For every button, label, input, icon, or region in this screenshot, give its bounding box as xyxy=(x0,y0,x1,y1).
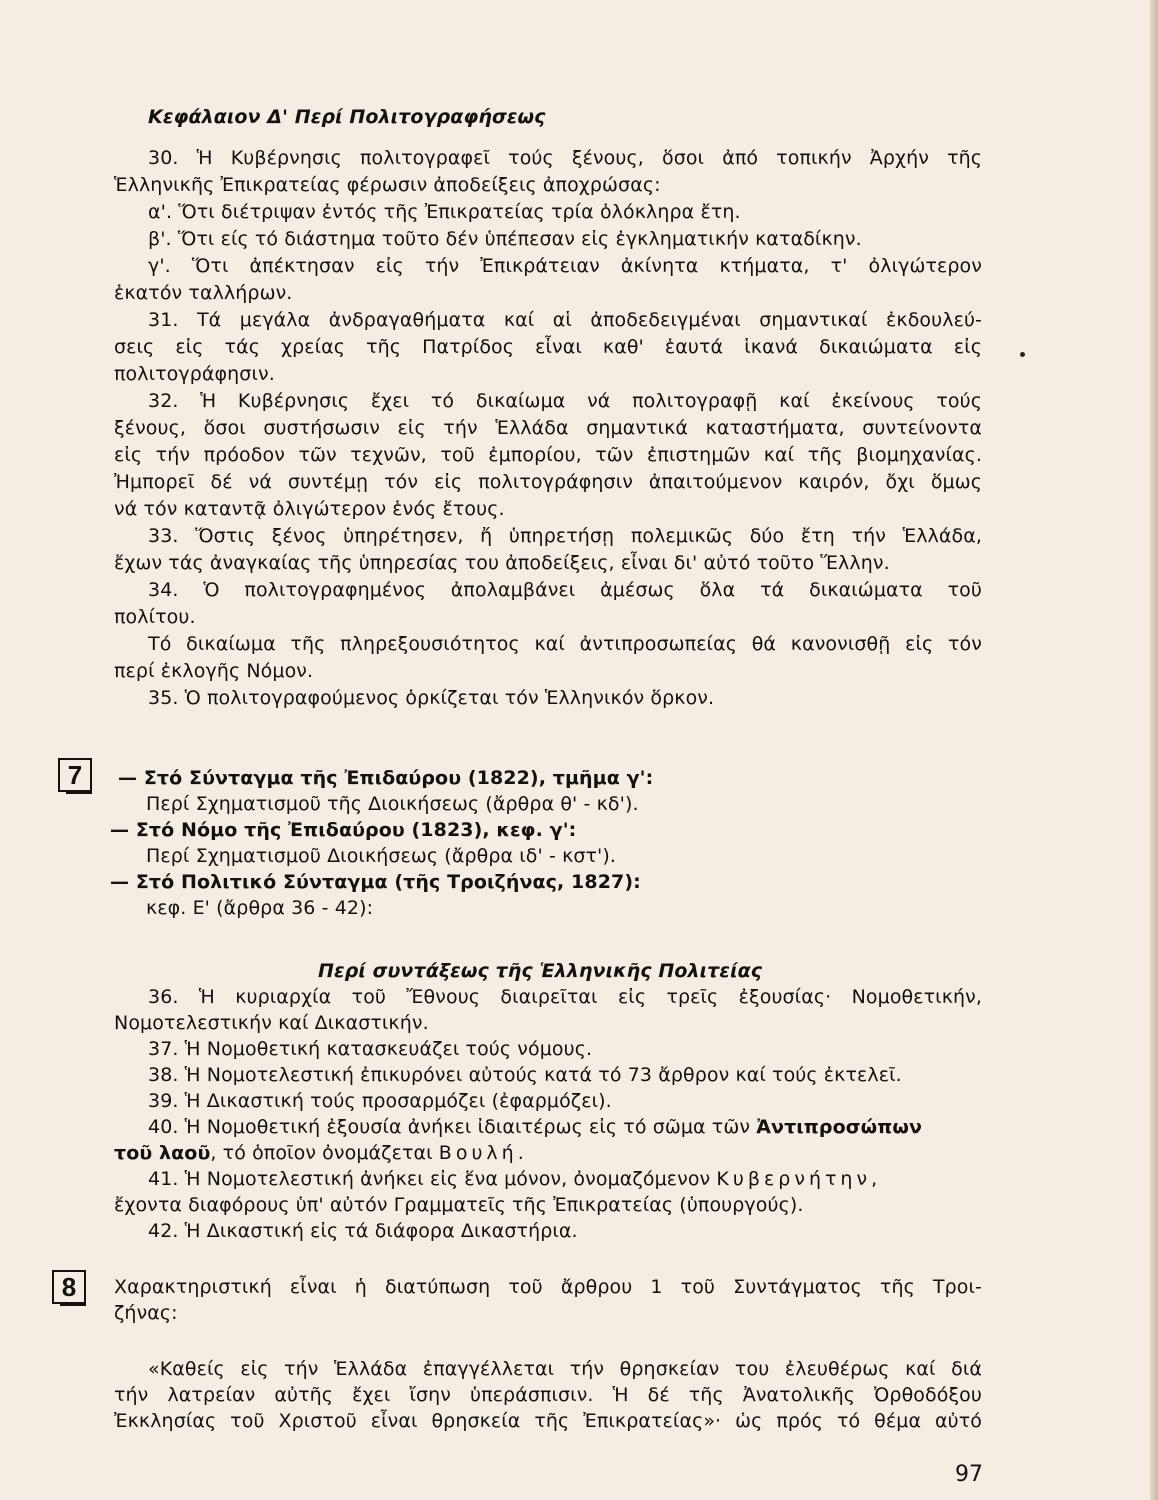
note-heading: — Στό Πολιτικό Σύνταγμα (τῆς Τροιζήνας, 1827): xyxy=(110,871,641,893)
paragraph-line: 33. Ὅστις ξένος ὑπηρέτησεν, ἤ ὑπηρετήσῃ πολεμικῶς δύο ἔτη τήν Ἑλλάδα, xyxy=(148,525,982,547)
paragraph-line: 42. Ἡ Δικαστική εἰς τά διάφορα Δικαστήρια. xyxy=(148,1220,578,1242)
paragraph-line: 40. Ἡ Νομοθετική ἐξουσία ἀνήκει ἰδιαιτέρως εἰς τό σῶμα τῶν Ἀντιπροσώπων xyxy=(148,1116,923,1138)
paragraph-line: πολιτογράφησιν. xyxy=(114,363,275,385)
note-number-box: 8 xyxy=(52,1270,86,1304)
paragraph-line: Ἠμπορεῖ δέ νά συντέμῃ τόν εἰς πολιτογράφησιν ἀπαιτούμενον καιρόν, ὄχι ὅμως xyxy=(114,471,982,493)
paragraph-line: 39. Ἡ Δικαστική τούς προσαρμόζει (ἐφαρμόζει). xyxy=(148,1090,612,1112)
paragraph-line: 32. Ἡ Κυβέρνησις ἔχει τό δικαίωμα νά πολιτογραφῇ καί ἐκείνους τούς xyxy=(148,390,982,412)
paragraph-line: νά τόν καταντᾷ ὀλιγώτερον ἑνός ἔτους. xyxy=(114,498,505,520)
paragraph-line: 35. Ὁ πολιτογραφούμενος ὁρκίζεται τόν Ἑλληνικόν ὅρκον. xyxy=(148,687,715,709)
note-number-box: 7 xyxy=(58,758,92,792)
paragraph-line: ἔχοντα διαφόρους ὑπ' αὐτόν Γραμματεῖς τῆς Ἐπικρατείας (ὑπουργούς). xyxy=(114,1194,804,1216)
paragraph-line: γ'. Ὅτι ἀπέκτησαν εἰς τήν Ἐπικράτειαν ἀκίνητα κτήματα, τ' ὀλιγώτερον xyxy=(148,255,982,277)
paragraph-line: εἰς τήν πρόοδον τῶν τεχνῶν, τοῦ ἐμπορίου, τῶν ἐπιστημῶν καί τῆς βιομηχανίας. xyxy=(114,444,982,466)
quote-line: Ἐκκλησίας τοῦ Χριστοῦ εἶναι θρησκεία τῆς Ἐπικρατείας»· ὡς πρός τό θέμα αὐτό xyxy=(114,1410,982,1432)
note-box-underline xyxy=(60,1304,86,1306)
paragraph-line: ζήνας: xyxy=(114,1302,178,1324)
paragraph-line: πολίτου. xyxy=(114,606,196,628)
paragraph-line: τοῦ λαοῦ, τό ὁποῖον ὀνομάζεται Βουλή. xyxy=(114,1142,528,1164)
paragraph-line: ξένους, ὅσοι συστήσωσιν εἰς τήν Ἑλλάδα σημαντικά καταστήματα, συντείνοντα xyxy=(114,417,982,439)
paragraph-line: περί ἐκλογῆς Νόμον. xyxy=(114,660,314,682)
note-box-underline xyxy=(66,792,92,794)
quote-line: «Καθείς εἰς τήν Ἑλλάδα ἐπαγγέλλεται τήν θρησκείαν του ἐλευθέρως καί διά xyxy=(148,1358,982,1380)
paragraph-line: α'. Ὅτι διέτριψαν ἐντός τῆς Ἐπικρατείας τρία ὁλόκληρα ἔτη. xyxy=(148,201,741,223)
paragraph-line: Ἑλληνικῆς Ἐπικρατείας φέρωσιν ἀποδείξεις ἀποχρώσας: xyxy=(114,174,661,196)
page-number: 97 xyxy=(955,1462,983,1487)
paragraph-line: 38. Ἡ Νομοτελεστική ἐπικυρόνει αὐτούς κατά τό 73 ἄρθρον καί τούς ἐκτελεῖ. xyxy=(148,1064,902,1086)
paragraph-line: 37. Ἡ Νομοθετική κατασκευάζει τούς νόμους. xyxy=(148,1038,593,1060)
paragraph-line: 36. Ἡ κυριαρχία τοῦ Ἔθνους διαιρεῖται εἰς τρεῖς ἐξουσίας· Νομοθετικήν, xyxy=(148,986,982,1008)
paragraph-line: 31. Τά μεγάλα ἀνδραγαθήματα καί αἱ ἀποδεδειγμέναι σημαντικαί ἐκδουλεύ- xyxy=(148,309,982,331)
paragraph-line: Τό δικαίωμα τῆς πληρεξουσιότητος καί ἀντιπροσωπείας θά κανονισθῇ εἰς τόν xyxy=(148,633,982,655)
note-detail: Περί Σχηματισμοῦ τῆς Διοικήσεως (ἄρθρα θ' - κδ'). xyxy=(146,793,639,815)
chapter-title: Κεφάλαιον Δ' Περί Πολιτογραφήσεως xyxy=(148,106,546,128)
paragraph-line: 41. Ἡ Νομοτελεστική ἀνήκει εἰς ἕνα μόνον, ὀνομαζόμενον Κυβερνήτην, xyxy=(148,1168,882,1190)
quote-line: τήν λατρείαν αὐτῆς ἔχει ἴσην ὑπεράσπισιν. Ἡ δέ τῆς Ἀνατολικῆς Ὀρθοδόξου xyxy=(114,1384,982,1406)
paragraph-line: β'. Ὅτι είς τό διάστημα τοῦτο δέν ὑπέπεσαν εἰς ἐγκληματικήν καταδίκην. xyxy=(148,228,862,250)
margin-mark xyxy=(1020,352,1025,357)
paragraph-line: σεις εἰς τάς χρείας τῆς Πατρίδος εἶναι καθ' ἑαυτά ἱκανά δικαιώματα εἰς xyxy=(114,336,982,358)
paragraph-line: ἔχων τάς ἀναγκαίας τῆς ὑπηρεσίας του ἀποδείξεις, εἶναι δι' αὐτό τοῦτο Ἕλλην. xyxy=(114,552,890,574)
paragraph-line: ἑκατόν ταλλήρων. xyxy=(114,282,293,304)
page-edge xyxy=(1150,0,1158,1500)
note-detail: κεφ. Ε' (ἄρθρα 36 - 42): xyxy=(146,897,374,919)
note-detail: Περί Σχηματισμοῦ Διοικήσεως (ἄρθρα ιδ' - κστ'). xyxy=(146,845,617,867)
paragraph-line: Χαρακτηριστική εἶναι ἡ διατύπωση τοῦ ἄρθρου 1 τοῦ Συντάγματος τῆς Τροι- xyxy=(114,1276,982,1298)
paragraph-line: 30. Ἡ Κυβέρνησις πολιτογραφεῖ τούς ξένους, ὅσοι ἀπό τοπικήν Ἀρχήν τῆς xyxy=(148,147,982,169)
paragraph-line: 34. Ὁ πολιτογραφημένος ἀπολαμβάνει ἀμέσως ὅλα τά δικαιώματα τοῦ xyxy=(148,579,982,601)
note-heading: — Στό Νόμο τῆς Ἐπιδαύρου (1823), κεφ. γ': xyxy=(110,819,577,841)
note-heading: — Στό Σύνταγμα τῆς Ἐπιδαύρου (1822), τμῆμα γ': xyxy=(118,767,654,789)
section-title: Περί συντάξεως τῆς Ἑλληνικῆς Πολιτείας xyxy=(318,960,763,982)
paragraph-line: Νομοτελεστικήν καί Δικαστικήν. xyxy=(114,1012,429,1034)
